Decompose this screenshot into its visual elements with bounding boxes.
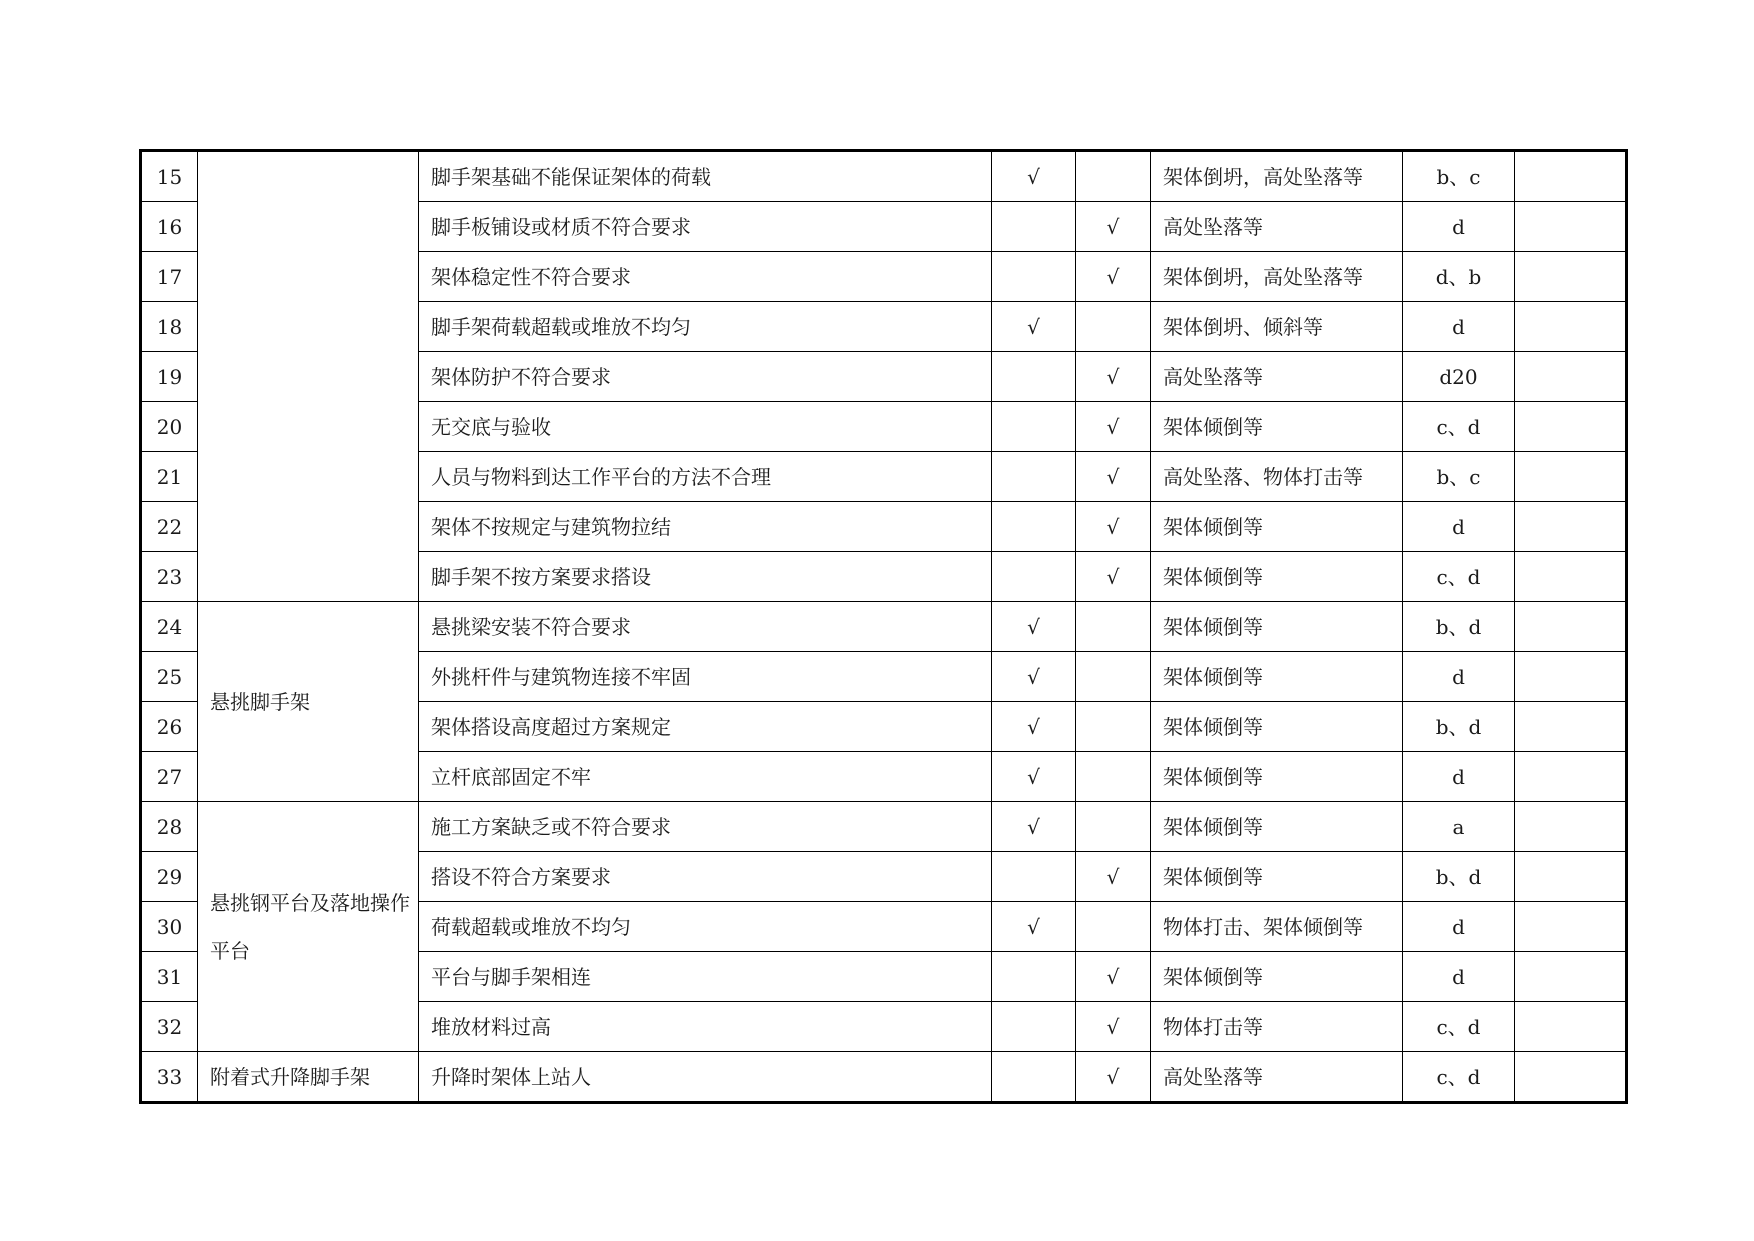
note-cell bbox=[1515, 302, 1627, 352]
control-measure: b、d bbox=[1403, 852, 1515, 902]
note-cell bbox=[1515, 902, 1627, 952]
hazard-item: 外挑杆件与建筑物连接不牢固 bbox=[419, 652, 992, 702]
check-b bbox=[1076, 602, 1151, 652]
row-number: 23 bbox=[141, 552, 198, 602]
check-a bbox=[992, 202, 1076, 252]
possible-result: 高处坠落、物体打击等 bbox=[1151, 452, 1403, 502]
category-steel-platform: 悬挑钢平台及落地操作平台 bbox=[198, 802, 419, 1052]
possible-result: 高处坠落等 bbox=[1151, 202, 1403, 252]
note-cell bbox=[1515, 702, 1627, 752]
hazard-item: 架体不按规定与建筑物拉结 bbox=[419, 502, 992, 552]
check-b: √ bbox=[1076, 202, 1151, 252]
hazard-item: 无交底与验收 bbox=[419, 402, 992, 452]
check-b: √ bbox=[1076, 852, 1151, 902]
row-number: 19 bbox=[141, 352, 198, 402]
possible-result: 架体倒坍、倾斜等 bbox=[1151, 302, 1403, 352]
control-measure: d bbox=[1403, 302, 1515, 352]
control-measure: c、d bbox=[1403, 552, 1515, 602]
table-row bbox=[141, 1052, 1627, 1103]
check-a: √ bbox=[992, 151, 1076, 202]
possible-result: 架体倾倒等 bbox=[1151, 752, 1403, 802]
row-number: 24 bbox=[141, 602, 198, 652]
note-cell bbox=[1515, 802, 1627, 852]
category-cantilever-scaffold: 悬挑脚手架 bbox=[198, 602, 419, 802]
table-row bbox=[141, 602, 1627, 652]
note-cell bbox=[1515, 552, 1627, 602]
note-cell bbox=[1515, 352, 1627, 402]
possible-result: 物体打击、架体倾倒等 bbox=[1151, 902, 1403, 952]
possible-result: 架体倾倒等 bbox=[1151, 402, 1403, 452]
hazard-item: 脚手架不按方案要求搭设 bbox=[419, 552, 992, 602]
check-a: √ bbox=[992, 602, 1076, 652]
check-b: √ bbox=[1076, 952, 1151, 1002]
hazard-item: 架体稳定性不符合要求 bbox=[419, 252, 992, 302]
check-b: √ bbox=[1076, 1002, 1151, 1052]
row-number: 15 bbox=[141, 151, 198, 202]
control-measure: c、d bbox=[1403, 1002, 1515, 1052]
check-b bbox=[1076, 752, 1151, 802]
hazard-item: 荷载超载或堆放不均匀 bbox=[419, 902, 992, 952]
check-b bbox=[1076, 652, 1151, 702]
hazard-item: 脚手架基础不能保证架体的荷载 bbox=[419, 151, 992, 202]
check-a: √ bbox=[992, 902, 1076, 952]
control-measure: d bbox=[1403, 902, 1515, 952]
check-b: √ bbox=[1076, 352, 1151, 402]
table-row bbox=[141, 151, 1627, 202]
check-a bbox=[992, 852, 1076, 902]
control-measure: d bbox=[1403, 202, 1515, 252]
control-measure: d bbox=[1403, 652, 1515, 702]
row-number: 21 bbox=[141, 452, 198, 502]
category-cell-empty bbox=[198, 151, 419, 602]
note-cell bbox=[1515, 852, 1627, 902]
check-b bbox=[1076, 302, 1151, 352]
control-measure: d20 bbox=[1403, 352, 1515, 402]
check-a bbox=[992, 552, 1076, 602]
possible-result: 高处坠落等 bbox=[1151, 1052, 1403, 1103]
check-b: √ bbox=[1076, 1052, 1151, 1103]
check-b: √ bbox=[1076, 502, 1151, 552]
control-measure: b、c bbox=[1403, 452, 1515, 502]
note-cell bbox=[1515, 1002, 1627, 1052]
row-number: 29 bbox=[141, 852, 198, 902]
check-b: √ bbox=[1076, 252, 1151, 302]
hazard-item: 悬挑梁安装不符合要求 bbox=[419, 602, 992, 652]
control-measure: b、d bbox=[1403, 602, 1515, 652]
possible-result: 架体倾倒等 bbox=[1151, 952, 1403, 1002]
check-a: √ bbox=[992, 302, 1076, 352]
check-b: √ bbox=[1076, 402, 1151, 452]
check-a bbox=[992, 952, 1076, 1002]
check-a: √ bbox=[992, 752, 1076, 802]
possible-result: 架体倒坍，高处坠落等 bbox=[1151, 151, 1403, 202]
hazard-item: 平台与脚手架相连 bbox=[419, 952, 992, 1002]
control-measure: d bbox=[1403, 502, 1515, 552]
note-cell bbox=[1515, 402, 1627, 452]
control-measure: c、d bbox=[1403, 1052, 1515, 1103]
control-measure: b、d bbox=[1403, 702, 1515, 752]
note-cell bbox=[1515, 252, 1627, 302]
possible-result: 架体倾倒等 bbox=[1151, 702, 1403, 752]
hazard-item: 施工方案缺乏或不符合要求 bbox=[419, 802, 992, 852]
hazard-item: 立杆底部固定不牢 bbox=[419, 752, 992, 802]
possible-result: 架体倾倒等 bbox=[1151, 652, 1403, 702]
row-number: 32 bbox=[141, 1002, 198, 1052]
check-b bbox=[1076, 802, 1151, 852]
table-row bbox=[141, 802, 1627, 852]
possible-result: 架体倾倒等 bbox=[1151, 602, 1403, 652]
check-b bbox=[1076, 702, 1151, 752]
note-cell bbox=[1515, 202, 1627, 252]
note-cell bbox=[1515, 952, 1627, 1002]
control-measure: c、d bbox=[1403, 402, 1515, 452]
row-number: 17 bbox=[141, 252, 198, 302]
check-a: √ bbox=[992, 702, 1076, 752]
row-number: 25 bbox=[141, 652, 198, 702]
row-number: 28 bbox=[141, 802, 198, 852]
hazard-item: 架体防护不符合要求 bbox=[419, 352, 992, 402]
control-measure: a bbox=[1403, 802, 1515, 852]
category-attached-lifting: 附着式升降脚手架 bbox=[198, 1052, 419, 1103]
row-number: 31 bbox=[141, 952, 198, 1002]
control-measure: d bbox=[1403, 952, 1515, 1002]
hazard-item: 搭设不符合方案要求 bbox=[419, 852, 992, 902]
row-number: 26 bbox=[141, 702, 198, 752]
note-cell bbox=[1515, 652, 1627, 702]
note-cell bbox=[1515, 452, 1627, 502]
row-number: 30 bbox=[141, 902, 198, 952]
row-number: 22 bbox=[141, 502, 198, 552]
check-a bbox=[992, 502, 1076, 552]
possible-result: 架体倾倒等 bbox=[1151, 502, 1403, 552]
control-measure: b、c bbox=[1403, 151, 1515, 202]
check-a bbox=[992, 402, 1076, 452]
possible-result: 物体打击等 bbox=[1151, 1002, 1403, 1052]
row-number: 18 bbox=[141, 302, 198, 352]
row-number: 20 bbox=[141, 402, 198, 452]
check-a bbox=[992, 452, 1076, 502]
check-a bbox=[992, 1052, 1076, 1103]
check-a: √ bbox=[992, 652, 1076, 702]
hazard-item: 脚手架荷载超载或堆放不均匀 bbox=[419, 302, 992, 352]
check-a bbox=[992, 1002, 1076, 1052]
hazard-table bbox=[139, 149, 1628, 1104]
check-a bbox=[992, 352, 1076, 402]
possible-result: 架体倾倒等 bbox=[1151, 802, 1403, 852]
control-measure: d、b bbox=[1403, 252, 1515, 302]
note-cell bbox=[1515, 752, 1627, 802]
note-cell bbox=[1515, 602, 1627, 652]
hazard-item: 脚手板铺设或材质不符合要求 bbox=[419, 202, 992, 252]
hazard-item: 堆放材料过高 bbox=[419, 1002, 992, 1052]
check-a bbox=[992, 252, 1076, 302]
check-b bbox=[1076, 902, 1151, 952]
control-measure: d bbox=[1403, 752, 1515, 802]
note-cell bbox=[1515, 151, 1627, 202]
possible-result: 高处坠落等 bbox=[1151, 352, 1403, 402]
row-number: 33 bbox=[141, 1052, 198, 1103]
possible-result: 架体倒坍，高处坠落等 bbox=[1151, 252, 1403, 302]
possible-result: 架体倾倒等 bbox=[1151, 552, 1403, 602]
check-b: √ bbox=[1076, 552, 1151, 602]
check-b bbox=[1076, 151, 1151, 202]
hazard-item: 人员与物料到达工作平台的方法不合理 bbox=[419, 452, 992, 502]
row-number: 16 bbox=[141, 202, 198, 252]
note-cell bbox=[1515, 502, 1627, 552]
possible-result: 架体倾倒等 bbox=[1151, 852, 1403, 902]
row-number: 27 bbox=[141, 752, 198, 802]
hazard-item: 升降时架体上站人 bbox=[419, 1052, 992, 1103]
note-cell bbox=[1515, 1052, 1627, 1103]
check-b: √ bbox=[1076, 452, 1151, 502]
check-a: √ bbox=[992, 802, 1076, 852]
hazard-item: 架体搭设高度超过方案规定 bbox=[419, 702, 992, 752]
